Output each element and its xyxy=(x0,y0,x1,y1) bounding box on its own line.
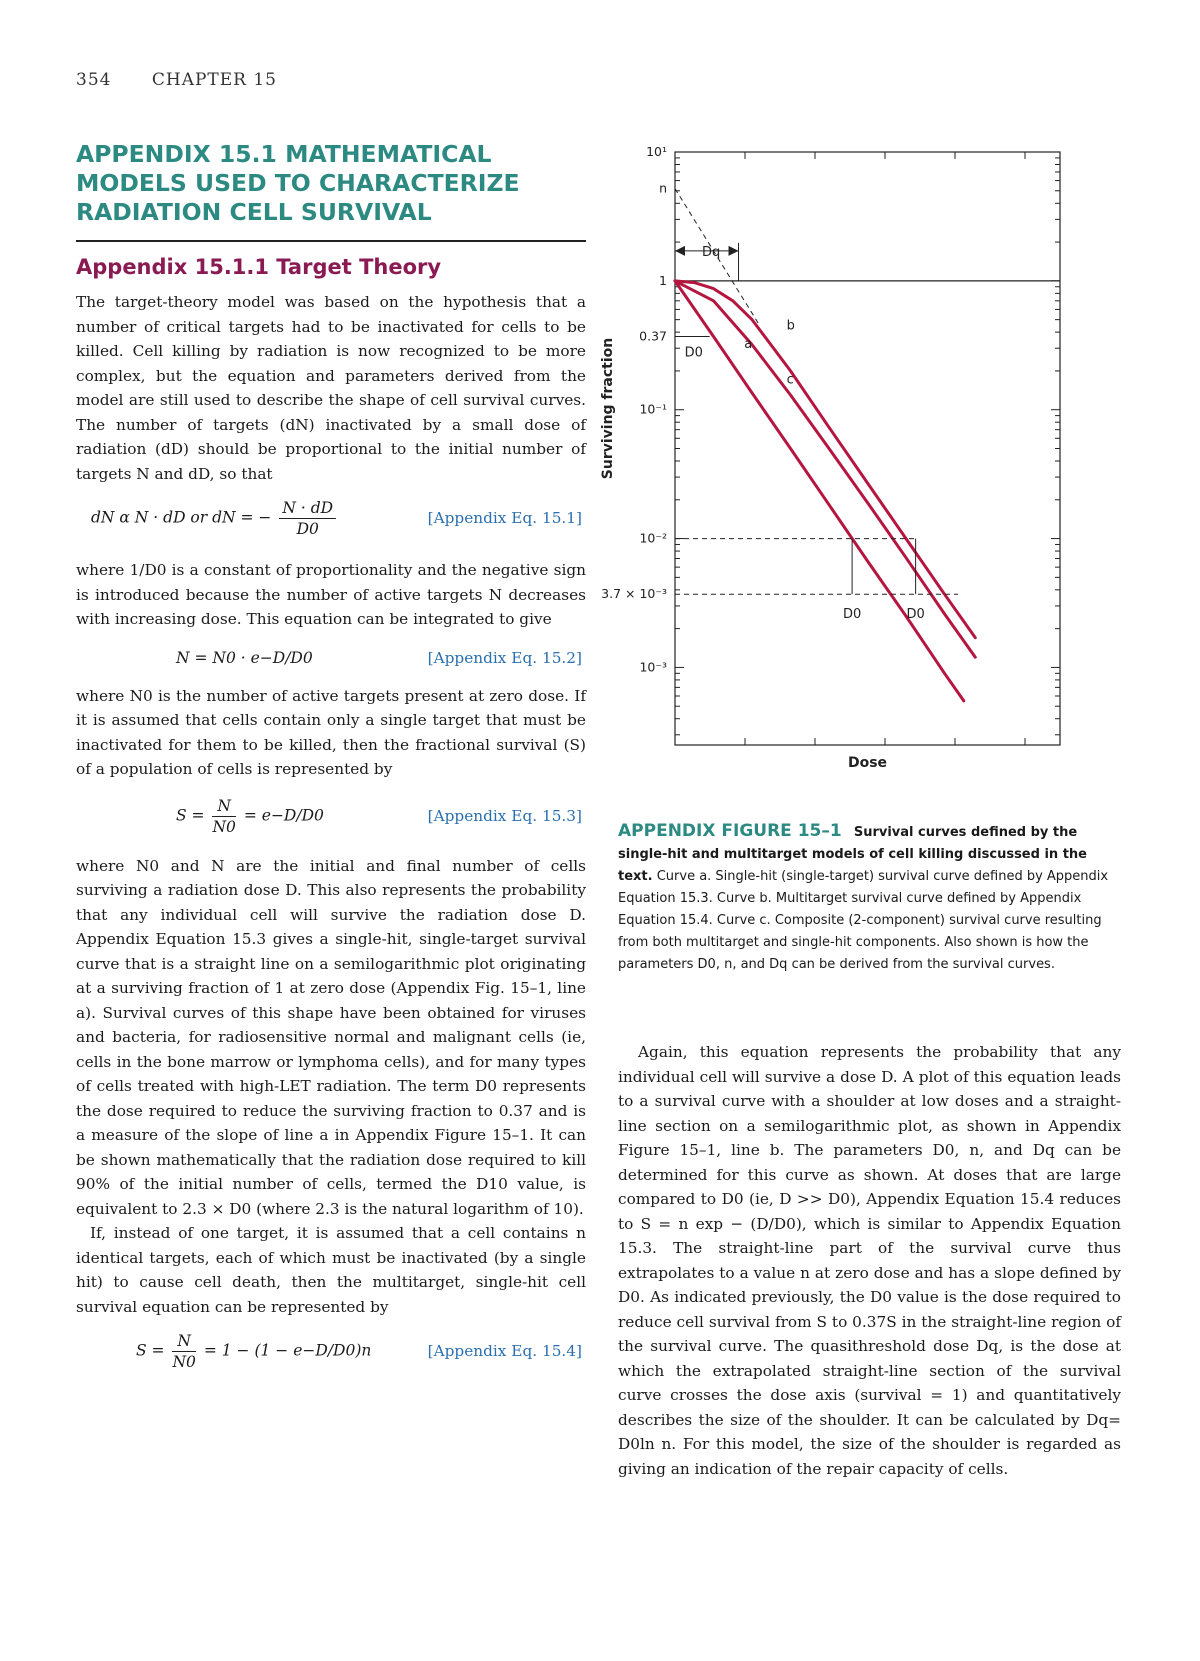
y-tick-label: 3.7 × 10⁻³ xyxy=(601,586,667,602)
eq3-right: = e−D/D0 xyxy=(243,806,324,824)
equation-15-2 xyxy=(76,632,586,684)
figure-bold-caption: Survival curves defined by the single-hit and multitarget models of cell killing discussed in the text. xyxy=(618,825,1087,884)
eq2-text: N = N0 · e−D/D0 xyxy=(176,648,313,667)
paragraph-3: where N0 is the number of active targets present at zero dose. If it is assumed that cells contain only a single target that must be inactivated for them to be killed, then the fractional survival (S) of a population of cells is represented by xyxy=(76,686,586,778)
paragraph-6: Again, this equation represents the probability that any individual cell will survive a dose D. A plot of this equation leads to a survival curve with a shoulder at low doses and a straight-line section on a semilogarithmic plot, as shown in Appendix Figure 15–1, line b. The parameters D0, n, and Dq can be determined for this curve as shown. At doses that are large compared to D0 (ie, D >> D0), Appendix Equation 15.4 reduces to S = n exp − (D/D0), which is similar to Appendix Equation 15.3. The straight-line part of the survival curve thus extrapolates to a value n at zero dose and has a slope defined by D0. As indicated previously, the D0 value is the dose required to reduce cell survival from S to 0.37S in the straight-line region of the survival curve. The quasithreshold dose Dq, is the dose at which the extrapolated straight-line section of the survival curve crosses the dose axis (survival = 1) and quantitatively describes the size of the shoulder. It can be calculated by Dq= D0ln n. For this model, the size of the shoulder is regarded as giving an indication of the repair capacity of cells. xyxy=(618,1043,1121,1478)
left-column xyxy=(76,290,586,1391)
curve-c xyxy=(675,281,975,657)
equation-15-4 xyxy=(76,1319,586,1391)
eq3-den: N0 xyxy=(212,817,236,836)
y-tick-label: 10⁻¹ xyxy=(639,401,667,417)
eq3-num: N xyxy=(212,796,235,817)
right-column xyxy=(618,1040,1121,1481)
eq1-den: D0 xyxy=(296,520,319,538)
d0-label-top: D0 xyxy=(684,345,703,361)
title-rule xyxy=(76,240,586,242)
y-tick-label: n xyxy=(659,180,667,196)
eq4-left: S = xyxy=(136,1341,165,1360)
eq1-ref: [Appendix Eq. 15.1] xyxy=(427,509,582,527)
paragraph-5: If, instead of one target, it is assumed that a cell contains n identical targets, each of which must be inactivated (by a single hit) to cause cell death, then the multitarget, single-hit cell survival equation can be represented by xyxy=(76,1224,586,1316)
chart-svg xyxy=(600,140,1120,810)
label-a: a xyxy=(744,337,753,353)
y-tick-label: 10⁻² xyxy=(639,530,667,546)
y-tick-label: 0.37 xyxy=(639,328,667,344)
eq2-ref: [Appendix Eq. 15.2] xyxy=(427,648,582,667)
curve-a xyxy=(675,281,964,701)
equation-15-3 xyxy=(76,782,586,854)
eq1-left: dN α N · dD or dN = − xyxy=(91,508,272,527)
y-tick-label: 10¹ xyxy=(646,144,667,159)
dq-arrow-left xyxy=(675,246,685,256)
equation-15-1 xyxy=(76,486,586,558)
y-tick-label: 1 xyxy=(659,272,667,288)
eq3-ref: [Appendix Eq. 15.3] xyxy=(427,806,582,825)
x-axis-label: Dose xyxy=(847,755,888,771)
figure-label: APPENDIX FIGURE 15–1 xyxy=(618,821,842,841)
dq-arrow-right xyxy=(729,246,739,256)
y-axis-label: Surviving fraction xyxy=(600,337,616,480)
eq4-den: N0 xyxy=(172,1353,196,1371)
d0-label-a: D0 xyxy=(842,607,862,623)
eq4-num: N xyxy=(172,1331,195,1352)
page-number: 354 xyxy=(76,70,112,90)
eq4-right: = 1 − (1 − e−D/D0)n xyxy=(203,1341,372,1360)
survival-chart xyxy=(600,140,1120,810)
plot-frame xyxy=(675,152,1060,745)
d0-label-b: D0 xyxy=(906,607,925,623)
label-b: b xyxy=(786,318,795,334)
label-c: c xyxy=(786,372,794,388)
eq4-ref: [Appendix Eq. 15.4] xyxy=(427,1342,582,1360)
curve-b xyxy=(675,281,975,638)
dq-label: Dq xyxy=(701,244,721,260)
figure-caption-text: Curve a. Single-hit (single-target) survival curve defined by Appendix Equation 15.3. Curve b. Multitarget survival curve defined by Appendix Equation 15.4. Curve c. Composite (2-component) survival curve resulting from both multitarget and single-hit components. Also shown is how the parameters D0, n, and Dq can be derived from the survival curves. xyxy=(618,869,1109,972)
y-tick-label: 10⁻³ xyxy=(639,659,667,675)
eq1-num: N · dD xyxy=(279,498,336,519)
paragraph-4: where N0 and N are the initial and final number of cells surviving a radiation dose D. This also represents the probability that any individual cell will survive the radiation dose D. Appendix Equation 15.3 gives a single-hit, single-target survival curve that is a straight line on a semilogarithmic plot originating at a surviving fraction of 1 at zero dose (Appendix Fig. 15–1, line a). Survival curves of this shape have been obtained for viruses and bacteria, for radiosensitive normal and malignant cells (ie, cells in the bone marrow or lymphoma cells), and for many types of cells treated with high-LET radiation. The term D0 represents the dose required to reduce the surviving fraction to 0.37 and is a measure of the slope of line a in Appendix Figure 15–1. It can be shown mathematically that the radiation dose required to kill 90% of the initial number of cells, termed the D10 value, is equivalent to 2.3 × D0 (where 2.3 is the natural logarithm of 10). xyxy=(76,856,586,1218)
section-subtitle: Appendix 15.1.1 Target Theory xyxy=(76,255,442,279)
paragraph-2: where 1/D0 is a constant of proportionality and the negative sign is introduced because the number of active targets N decreases with increasing dose. This equation can be integrated to give xyxy=(76,561,586,628)
eq3-left: S = xyxy=(176,806,205,824)
figure-caption xyxy=(618,820,1118,976)
running-head xyxy=(76,70,277,90)
chapter-label: CHAPTER 15 xyxy=(151,70,277,90)
paragraph-1: The target-theory model was based on the hypothesis that a number of critical targets had to be inactivated for cells to be killed. Cell killing by radiation is now recognized to be more complex, but the equation and parameters derived from the model are still used to describe the shape of cell survival curves. The number of targets (dN) inactivated by a small dose of radiation (dD) should be proportional to the initial number of targets N and dD, so that xyxy=(76,293,586,483)
appendix-title: APPENDIX 15.1 MATHEMATICAL MODELS USED TO CHARACTERIZE RADIATION CELL SURVIVAL xyxy=(76,140,520,226)
